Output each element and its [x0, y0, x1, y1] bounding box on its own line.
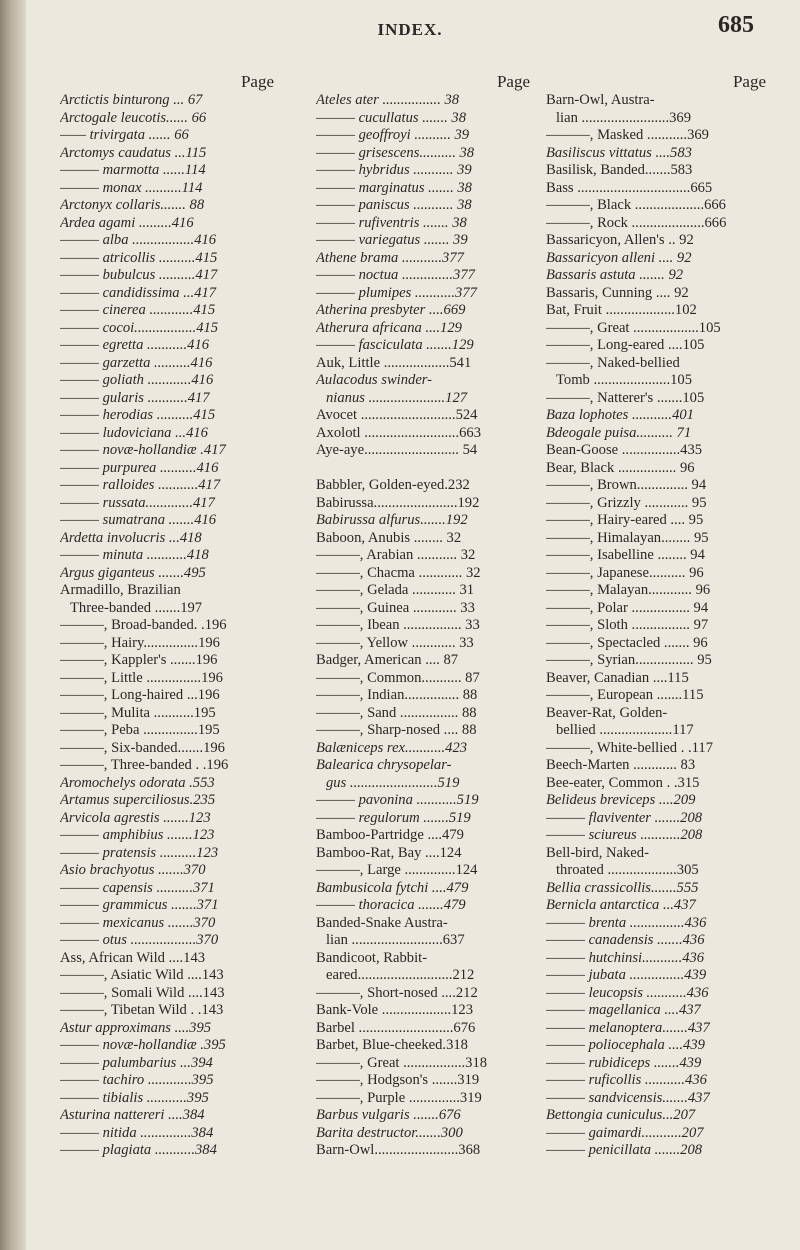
index-entry: Bell-bird, Naked-: [546, 844, 649, 861]
index-entry: ———, Broad-banded. .196: [60, 617, 227, 633]
index-entry: ——— otus ..................370: [60, 932, 219, 948]
index-entry: ——— penicillata .......208: [546, 1142, 703, 1158]
index-entry: ——— marginatus ....... 38: [316, 179, 472, 196]
index-entry: ——— leucopsis ...........436: [546, 984, 709, 1001]
index-entry: ——— jubata ...............439: [546, 967, 707, 983]
index-entry: Barn-Owl.......................368: [316, 1142, 481, 1158]
index-entry: ———, Brown.............. 94: [546, 477, 707, 493]
index-entry: ———, European .......115: [546, 687, 704, 703]
index-entry: ——— russata.............417: [60, 494, 215, 511]
index-entry: ———, Mulita ...........195: [60, 704, 216, 721]
index-entry: eared..........................212: [326, 967, 475, 983]
index-entry: Aromochelys odorata .553: [60, 774, 215, 791]
index-entry: Basilisk, Banded.......583: [546, 162, 693, 178]
index-entry: Bettongia cuniculus...207: [546, 1107, 696, 1123]
index-entry: ——— candidissima ...417: [60, 284, 217, 301]
index-entry: ———, Short-nosed ....212: [316, 984, 478, 1001]
index-entry: Artamus superciliosus.235: [60, 792, 216, 808]
index-entry: Bassaricyon, Allen's .. 92: [546, 232, 694, 248]
index-entry: Bandicoot, Rabbit-: [316, 949, 428, 966]
index-entry: ——— egretta ...........416: [60, 337, 210, 353]
index-entry: ———, White-bellied . .117: [546, 739, 713, 756]
index-entry: Barbus vulgaris .......676: [316, 1107, 461, 1123]
index-entry: Atherina presbyter ....669: [316, 302, 466, 318]
index-column-2: [316, 72, 532, 1160]
index-entry: ———, Ibean ................ 33: [316, 617, 480, 633]
index-entry: ———, Masked ...........369: [546, 127, 709, 143]
index-entry: Bernicla antarctica ...437: [546, 897, 696, 913]
index-entry: Bear, Black ................ 96: [546, 459, 695, 476]
index-entry: ——— nitida ..............384: [60, 1124, 214, 1141]
index-entry: ——— palumbarius ...394: [60, 1054, 213, 1071]
index-entry: ——— brenta ...............436: [546, 914, 707, 931]
index-entry: Argus giganteus .......495: [60, 564, 206, 581]
index-entry: Bambusicola fytchi ....479: [316, 879, 469, 896]
index-entry: Bassaricyon alleni .... 92: [546, 249, 692, 266]
index-entry: Bamboo-Partridge ....479: [316, 827, 464, 843]
index-entry: Barita destructor.......300: [316, 1124, 463, 1141]
index-entry: Barbel ..........................676: [316, 1019, 476, 1036]
index-entry: ——— monax ..........114: [60, 179, 203, 196]
index-entry: Ardetta involucris ...418: [60, 529, 202, 546]
index-entry: ——— canadensis .......436: [546, 932, 705, 948]
index-entry: ——— plumipes ...........377: [316, 284, 477, 301]
index-entry: ———, Natterer's .......105: [546, 389, 705, 406]
index-entry: Babbler, Golden-eyed.232: [316, 477, 470, 493]
index-entry: Arctomys caudatus ...115: [60, 144, 207, 161]
index-entry: ——— magellanica ....437: [546, 1002, 701, 1018]
index-entry: ——— tibialis ...........395: [60, 1089, 209, 1106]
index-entry: ———, Large ..............124: [316, 862, 478, 878]
index-entry: ——— goliath ............416: [60, 372, 214, 388]
index-entry: Arctonyx collaris....... 88: [60, 197, 205, 213]
index-entry: lian ........................369: [556, 109, 691, 126]
index-entry: ——— sandvicensis.......437: [546, 1089, 710, 1106]
index-entry: ———, Naked-bellied: [546, 354, 680, 371]
index-entry: Barbet, Blue-cheeked.318: [316, 1037, 468, 1053]
index-entry: ——— atricollis ..........415: [60, 249, 218, 266]
index-entry: ——— regulorum .......519: [316, 809, 471, 826]
index-entry: ———, Indian............... 88: [316, 687, 478, 703]
index-entry: Beaver, Canadian ....115: [546, 669, 689, 686]
index-entry: Ardea agami .........416: [60, 214, 194, 231]
index-entry: ——— gularis ...........417: [60, 389, 210, 406]
index-entry: ——— ruficollis ...........436: [546, 1072, 707, 1088]
index-entry: ——— tachiro ............395: [60, 1072, 214, 1088]
index-entry: Beaver-Rat, Golden-: [546, 704, 668, 721]
index-entry: Balæniceps rex...........423: [316, 739, 468, 756]
index-entry: ———, Sloth ................ 97: [546, 617, 709, 633]
index-entry: Bee-eater, Common . .315: [546, 774, 700, 791]
index-entry: ———, Chacma ............ 32: [316, 564, 481, 581]
index-entry: Banded-Snake Austra-: [316, 914, 448, 931]
index-entry: ——— purpurea ..........416: [60, 459, 219, 476]
index-entry: Bassaris astuta ....... 92: [546, 267, 684, 283]
index-entry: Bamboo-Rat, Bay ....124: [316, 844, 462, 861]
index-entry: ——— garzetta ..........416: [60, 354, 213, 371]
index-entry: ———, Guinea ............ 33: [316, 599, 475, 616]
index-entry: ——— fasciculata .......129: [316, 337, 474, 353]
entry-list: [316, 92, 532, 1160]
index-entry: throated ...................305: [556, 862, 699, 878]
index-column-3: [546, 72, 768, 1160]
index-entry: ———, Gelada ............ 31: [316, 582, 475, 598]
index-entry: ———, Long-haired ...196: [60, 687, 220, 703]
index-entry: ——— poliocephala ....439: [546, 1037, 705, 1053]
index-entry: Basiliscus vittatus ....583: [546, 144, 692, 161]
index-entry: Bean-Goose ................435: [546, 442, 703, 458]
index-entry: ——— hybridus ........... 39: [316, 162, 472, 178]
book-spine-shadow: [0, 0, 26, 1250]
index-entry: ———, Spectacled ....... 96: [546, 634, 708, 651]
index-entry: lian .........................637: [326, 932, 465, 948]
index-entry: ——— plagiata ...........384: [60, 1142, 217, 1158]
index-entry: Tomb .....................105: [556, 372, 692, 388]
index-entry: Armadillo, Brazilian: [60, 582, 181, 598]
page-number: 685: [718, 12, 754, 38]
index-entry: Bat, Fruit ...................102: [546, 302, 697, 318]
index-entry: ———, Asiatic Wild ....143: [60, 967, 224, 983]
index-entry: ——— grammicus .......371: [60, 897, 219, 913]
index-entry: Athene brama ...........377: [316, 249, 464, 266]
index-entry: Aulacodus swinder-: [316, 372, 433, 388]
index-entry: ——— melanoptera.......437: [546, 1019, 710, 1036]
index-entry: Bank-Vole ...................123: [316, 1002, 474, 1018]
column-heading: Page: [496, 72, 530, 91]
index-entry: Avocet ..........................524: [316, 407, 478, 423]
index-entry: ——— amphibius .......123: [60, 827, 215, 843]
index-entry: ———, Six-banded.......196: [60, 739, 225, 756]
index-entry: Barn-Owl, Austra-: [546, 92, 655, 108]
index-entry: ——— herodias ..........415: [60, 407, 216, 423]
index-entry: Belideus breviceps ....209: [546, 792, 696, 808]
index-entry: ———, Sand ................ 88: [316, 704, 477, 721]
index-entry: ——— minuta ...........418: [60, 547, 209, 563]
index-entry: Ass, African Wild ....143: [60, 949, 206, 966]
index-entry: ———, Japanese.......... 96: [546, 564, 704, 581]
index-entry: Auk, Little ..................541: [316, 354, 472, 371]
index-entry: Baza lophotes ...........401: [546, 407, 694, 423]
index-entry: ——— rufiventris ....... 38: [316, 214, 467, 231]
index-entry: Balearica chrysopelar-: [316, 757, 452, 773]
index-entry: ———, Hodgson's .......319: [316, 1072, 480, 1088]
index-entry: Bass ...............................665: [546, 179, 713, 196]
index-entry: Babirussa.......................192: [316, 494, 480, 511]
index-entry: ———, Peba ...............195: [60, 722, 220, 738]
index-entry: ——— noctua ..............377: [316, 267, 475, 283]
index-entry: ———, Great .................318: [316, 1054, 488, 1071]
index-entry: ———, Little ...............196: [60, 669, 223, 686]
index-entry: Asio brachyotus .......370: [60, 862, 206, 878]
index-entry: ———, Three-banded . .196: [60, 757, 229, 773]
index-entry: ———, Isabelline ........ 94: [546, 547, 705, 563]
index-entry: ——— cucullatus ....... 38: [316, 109, 466, 126]
index-entry: ———, Himalayan........ 95: [546, 529, 709, 546]
index-entry: ——— flaviventer .......208: [546, 809, 703, 826]
index-entry: ——— pavonina ...........519: [316, 792, 479, 808]
index-entry: ——— alba .................416: [60, 232, 217, 248]
index-entry: ———, Yellow ............ 33: [316, 634, 474, 651]
index-entry: ——— mexicanus .......370: [60, 914, 216, 931]
index-entry: ———, Purple ..............319: [316, 1089, 482, 1106]
index-entry: ——— cinerea ............415: [60, 302, 216, 318]
index-entry: ———, Long-eared ....105: [546, 337, 705, 353]
letter-section-gap: [316, 460, 532, 478]
index-entry: nianus .....................127: [326, 389, 468, 406]
index-entry: ——— gaimardi...........207: [546, 1124, 704, 1141]
index-entry: ———, Hairy...............196: [60, 634, 220, 651]
index-entry: ———, Sharp-nosed .... 88: [316, 722, 477, 738]
index-entry: ———, Malayan............ 96: [546, 582, 711, 598]
index-entry: Badger, American .... 87: [316, 652, 459, 668]
index-entry: Babirussa alfurus.......192: [316, 512, 468, 528]
index-entry: Three-banded .......197: [70, 599, 203, 616]
index-entry: ——— capensis ..........371: [60, 879, 215, 896]
index-entry: ——— pratensis ..........123: [60, 844, 219, 861]
column-heading: Page: [240, 72, 274, 91]
running-head: [60, 6, 760, 46]
index-entry: ———, Great ..................105: [546, 319, 721, 336]
index-entry: Ateles ater ................ 38: [316, 92, 460, 108]
index-entry: ———, Polar ................ 94: [546, 599, 709, 616]
index-entry: ———, Tibetan Wild . .143: [60, 1002, 224, 1018]
index-entry: ——— paniscus ........... 38: [316, 197, 472, 213]
index-entry: Aye-aye.......................... 54: [316, 442, 478, 458]
index-entry: Asturina nattereri ....384: [60, 1107, 205, 1123]
index-entry: Arctictis binturong ... 67: [60, 92, 203, 108]
index-entry: Bellia crassicollis.......555: [546, 879, 699, 896]
index-column-1: [60, 72, 276, 1160]
index-entry: ——— thoracica .......479: [316, 897, 466, 913]
index-entry: Arvicola agrestis .......123: [60, 809, 211, 826]
index-entry: ——— bubulcus ..........417: [60, 267, 218, 283]
index-entry: Bdeogale puisa.......... 71: [546, 424, 692, 441]
index-entry: gus ........................519: [326, 774, 460, 791]
index-entry: ——— ralloides ...........417: [60, 477, 221, 493]
index-entry: ——— novæ-hollandiæ .417: [60, 442, 226, 458]
index-entry: Beech-Marten ............ 83: [546, 757, 696, 773]
index-entry: bellied ....................117: [556, 722, 694, 738]
index-entry: Atherura africana ....129: [316, 319, 462, 336]
entry-list: [546, 92, 768, 1160]
index-entry: ———, Black ...................666: [546, 197, 726, 213]
index-entry: ———, Hairy-eared .... 95: [546, 512, 704, 528]
index-entry: ——— ludoviciana ...416: [60, 424, 208, 441]
column-heading: Page: [732, 72, 766, 91]
index-entry: ——— geoffroyi .......... 39: [316, 127, 470, 143]
index-entry: Axolotl ..........................663: [316, 424, 481, 441]
page-title: INDEX.: [377, 20, 443, 39]
index-entry: ———, Kappler's .......196: [60, 652, 218, 668]
index-entry: ——— grisescens.......... 38: [316, 144, 475, 161]
index-entry: ——— sciureus ...........208: [546, 827, 703, 843]
index-entry: ——— marmotta ......114: [60, 162, 206, 178]
index-entry: ———, Rock ....................666: [546, 214, 727, 231]
index-entry: Baboon, Anubis ........ 32: [316, 529, 462, 546]
index-entry: ——— rubidiceps .......439: [546, 1054, 702, 1071]
index-entry: ——— novæ-hollandiæ .395: [60, 1037, 226, 1053]
index-entry: ——— variegatus ....... 39: [316, 232, 468, 248]
index-entry: Astur approximans ....395: [60, 1019, 212, 1036]
index-entry: ———, Grizzly ............ 95: [546, 494, 707, 511]
entry-list: [60, 92, 276, 1160]
index-entry: Arctogale leucotis...... 66: [60, 109, 207, 126]
index-entry: ———, Syrian................ 95: [546, 652, 712, 668]
index-entry: ———, Common........... 87: [316, 669, 480, 686]
index-entry: ——— cocoi.................415: [60, 319, 219, 336]
index-entry: —— trivirgata ...... 66: [60, 127, 189, 143]
index-entry: ——— hutchinsi...........436: [546, 949, 705, 966]
index-entry: ——— sumatrana .......416: [60, 512, 217, 528]
index-entry: ———, Somali Wild ....143: [60, 984, 225, 1001]
index-entry: Bassaris, Cunning .... 92: [546, 284, 689, 301]
index-entry: ———, Arabian ........... 32: [316, 547, 476, 563]
